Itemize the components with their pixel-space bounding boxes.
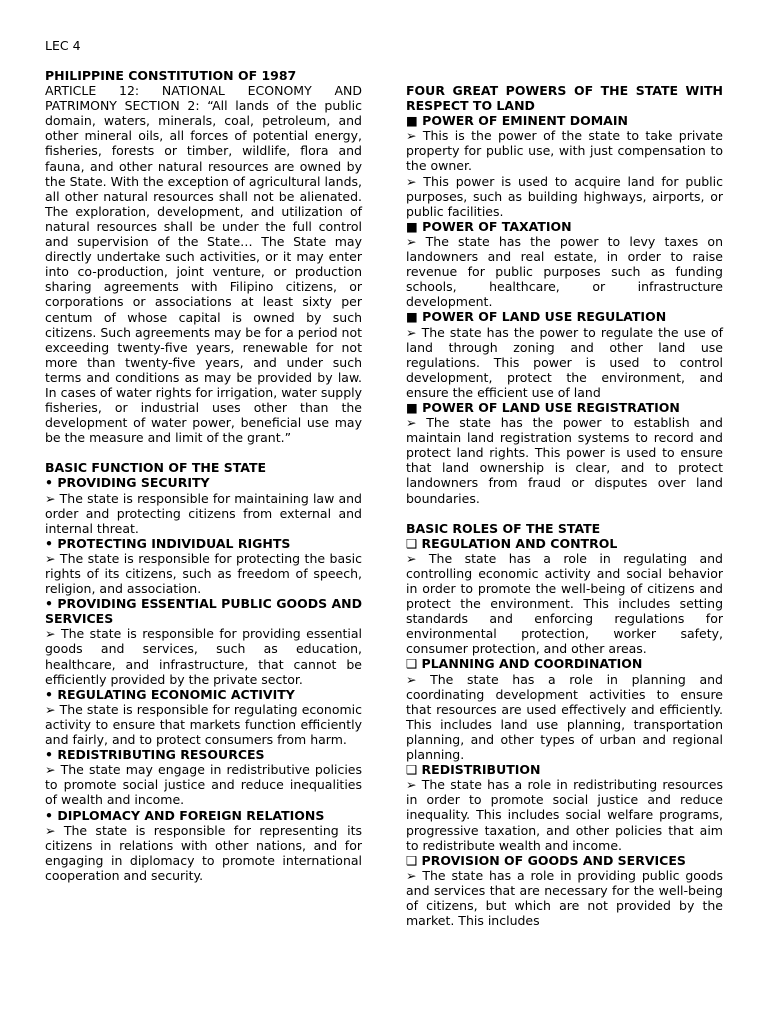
roles-title: BASIC ROLES OF THE STATE [406, 520, 601, 536]
powers-title: FOUR GREAT POWERS OF THE STATE WITH RESPECT TO LAND [406, 83, 723, 114]
spacer [45, 445, 362, 460]
constitution-text: ARTICLE 12: NATIONAL ECONOMY AND PATRIMONY SECTION 2: “All lands of the public domain, waters, minerals, coal, petroleum, and other mineral oils, all forces of potential energy, fisheries, forests or timber, wildlife, flora and fauna, and other natural resources are owned by the State. With the exception of agricultural lands, all other natural resources shall not be alienated. The exploration, development, and utilization of natural resources shall be under the full control and supervision of the State… The State may directly undertake such activities, or it may enter into co-production, joint venture, or production sharing agreements with Filipino citizens, or corporations or associations at least sixty per centum of whose capital is owned by such citizens. Such agreements may be for a period not exceeding twenty-five years, renewable for not more than twenty-five years, and under such terms and conditions as may be provided by law. In cases of water rights for irrigation, water supply fisheries, or industrial uses other than the development of water power, beneficial use may be the measure and limit of the grant.” [45, 83, 362, 446]
function-heading-economic: • REGULATING ECONOMIC ACTIVITY [45, 686, 295, 702]
left-column [45, 68, 362, 883]
function-text-redistributing: ➢ The state may engage in redistributive policies to promote social justice and reduce inequalities of wealth and income. [45, 762, 362, 808]
lecture-label: LEC 4 [45, 38, 81, 53]
power-text-eminent-domain-1: ➢ This is the power of the state to take private property for public use, with just compensation to the owner. [406, 128, 723, 174]
role-text-redistribution: ➢ The state has a role in redistributing resources in order to promote social justice and reduce inequality. This includes social welfare programs, progressive taxation, and other policies that aim to redistribute wealth and income. [406, 777, 723, 853]
power-text-taxation: ➢ The state has the power to levy taxes on landowners and real estate, in order to raise revenue for public purposes such as funding schools, healthcare, or infrastructure development. [406, 233, 723, 310]
power-heading-land-use-registration: ■ POWER OF LAND USE REGISTRATION [406, 399, 680, 415]
role-text-planning: ➢ The state has a role in planning and coordinating development activities to ensure that resources are used effectively and efficiently. This includes land use planning, transportation planning, and other types of urban and regional planning. [406, 671, 723, 763]
role-heading-provision: ❑ PROVISION OF GOODS AND SERVICES [406, 852, 686, 868]
role-text-regulation: ➢ The state has a role in regulating and controlling economic activity and social behavior in order to promote the well-being of citizens and protect the environment. This includes setting standards and enforcing regulations for environmental protection, worker safety, consumer protection, and other areas. [406, 550, 723, 657]
function-text-economic: ➢ The state is responsible for regulating economic activity to ensure that markets function efficiently and fairly, and to protect consumers from harm. [45, 701, 362, 748]
power-text-land-use-regulation: ➢ The state has the power to regulate the use of land through zoning and other land use regulations. This power is used to control development, protect the environment, and ensure the efficient use of land [406, 324, 723, 400]
function-heading-diplomacy: • DIPLOMACY AND FOREIGN RELATIONS [45, 807, 325, 823]
role-heading-regulation: ❑ REGULATION AND CONTROL [406, 535, 618, 551]
function-heading-public-goods: • PROVIDING ESSENTIAL PUBLIC GOODS AND SERVICES [45, 596, 362, 627]
function-text-diplomacy: ➢ The state is responsible for representing its citizens in relations with other nations, and for engaging in diplomacy to promote international cooperation and security. [45, 822, 362, 883]
power-text-land-use-registration: ➢ The state has the power to establish and maintain land registration systems to record and protect land rights. This power is used to ensure that land ownership is clear, and to protect landowners from fraud or disputes over land boundaries. [406, 415, 723, 506]
spacer [406, 506, 723, 521]
function-text-public-goods: ➢ The state is responsible for providing essential goods and services, such as education, healthcare, and infrastructure, that cannot be efficiently provided by the private sector. [45, 626, 362, 687]
function-text-security: ➢ The state is responsible for maintaining law and order and protecting citizens from external and internal threat. [45, 490, 362, 536]
role-heading-planning: ❑ PLANNING AND COORDINATION [406, 656, 643, 672]
function-text-rights: ➢ The state is responsible for protecting the basic rights of its citizens, such as freedom of speech, religion, and association. [45, 550, 362, 597]
role-heading-redistribution: ❑ REDISTRIBUTION [406, 762, 541, 778]
functions-title: BASIC FUNCTION OF THE STATE [45, 460, 267, 476]
power-heading-taxation: ■ POWER OF TAXATION [406, 218, 572, 234]
function-heading-security: • PROVIDING SECURITY [45, 475, 210, 491]
power-heading-land-use-regulation: ■ POWER OF LAND USE REGULATION [406, 309, 667, 325]
right-column [406, 83, 723, 928]
function-heading-redistributing: • REDISTRIBUTING RESOURCES [45, 747, 265, 763]
power-heading-eminent-domain: ■ POWER OF EMINENT DOMAIN [406, 113, 628, 129]
function-heading-rights: • PROTECTING INDIVIDUAL RIGHTS [45, 535, 291, 551]
role-text-provision: ➢ The state has a role in providing public goods and services that are necessary for the well-being of citizens, but which are not provided by the market. This includes [406, 867, 723, 929]
constitution-title: PHILIPPINE CONSTITUTION OF 1987 [45, 68, 297, 83]
power-text-eminent-domain-2: ➢ This power is used to acquire land for public purposes, such as building highways, airports, or public facilities. [406, 173, 723, 219]
